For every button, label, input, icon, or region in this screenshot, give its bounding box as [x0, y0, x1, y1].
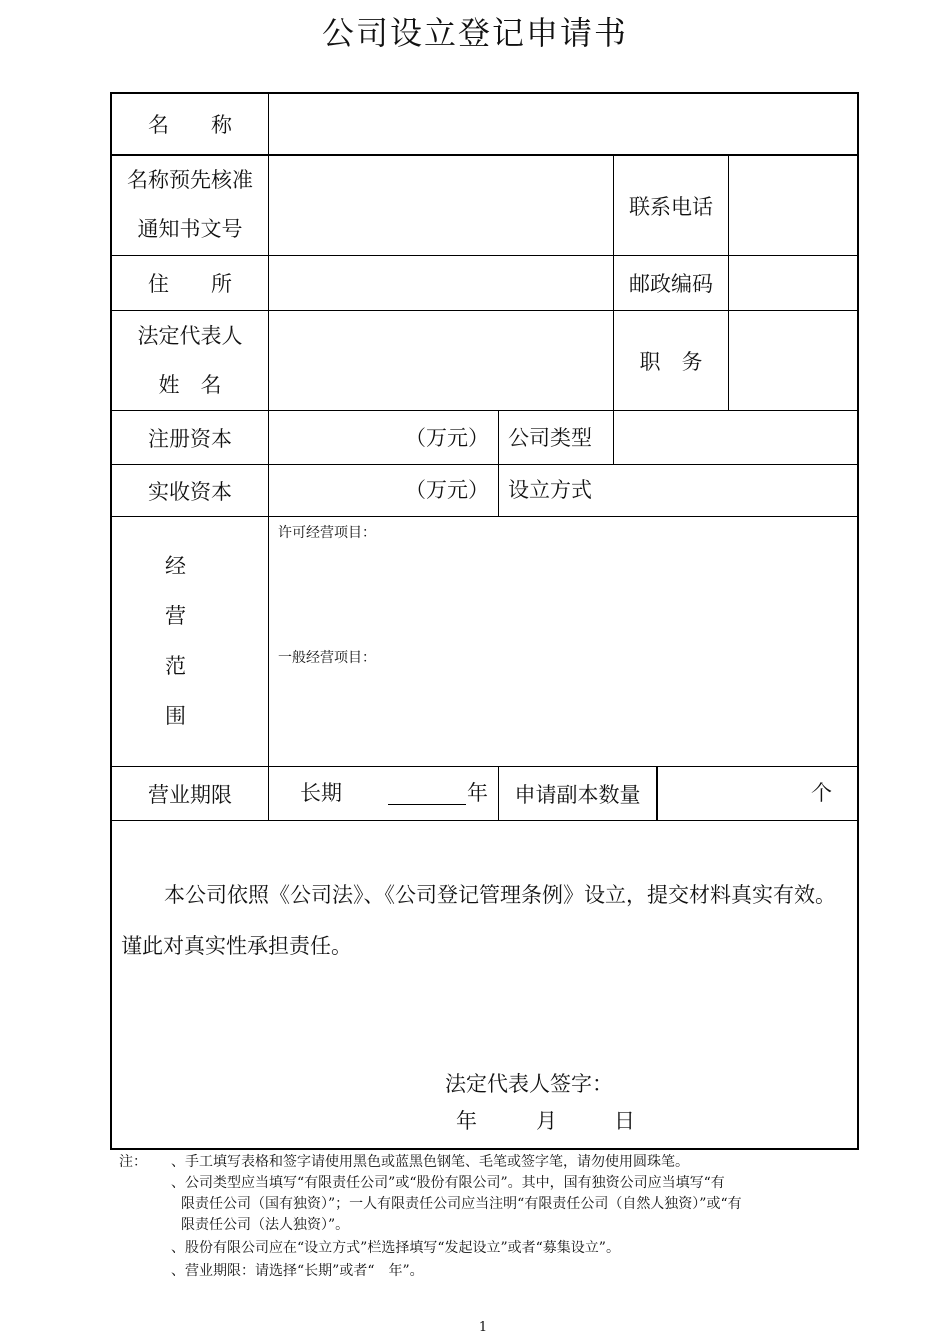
copies-field[interactable] [660, 768, 800, 819]
legal-rep-field[interactable] [270, 312, 612, 409]
establish-method-field[interactable] [615, 466, 856, 515]
row-divider [110, 516, 859, 517]
paid-capital-unit: （万元） [405, 478, 489, 502]
name-label: 名 称 [148, 113, 232, 137]
name-field[interactable] [270, 95, 856, 153]
row-divider [110, 820, 859, 821]
row-divider [110, 310, 859, 311]
date-year: 年 [456, 1109, 477, 1133]
signature-field[interactable] [615, 1062, 845, 1096]
form-border-right [857, 92, 859, 1150]
scope-char: 范 [165, 654, 186, 678]
notes-prefix: 注： [119, 1154, 147, 1170]
note-item: 、手工填写表格和签字请使用黑色或蓝黑色钢笔、毛笔或签字笔，请勿使用圆珠笔。 [171, 1154, 689, 1170]
legal-rep-label-1: 法定代表人 [137, 324, 243, 348]
date-month: 月 [536, 1109, 557, 1133]
position-field[interactable] [730, 312, 856, 409]
note-item: 、公司类型应当填写“有限责任公司”或“股份有限公司”。其中，国有独资公司应当填写“有 [171, 1175, 725, 1191]
page-title: 公司设立登记申请书 [321, 14, 628, 52]
page-number: 1 [478, 1320, 488, 1335]
licensed-items-field[interactable] [278, 542, 848, 638]
registered-capital-label: 注册资本 [148, 426, 232, 451]
form-border-left [110, 92, 112, 1150]
phone-field[interactable] [730, 157, 856, 254]
copies-label: 申请副本数量 [514, 782, 641, 807]
col-divider [268, 92, 269, 821]
postcode-field[interactable] [730, 257, 856, 309]
note-item: 、营业期限：请选择“长期”或者“ 年”。 [171, 1263, 424, 1279]
legal-rep-label-2: 姓 名 [158, 373, 222, 397]
copies-unit: 个 [811, 781, 832, 805]
company-type-field[interactable] [615, 412, 856, 463]
signature-label: 法定代表人签字： [445, 1072, 613, 1096]
scope-char: 营 [165, 604, 186, 628]
declaration-line-2: 谨此对真实性承担责任。 [121, 934, 352, 958]
licensed-items-label: 许可经营项目： [278, 525, 376, 541]
col-divider [656, 766, 658, 821]
term-long[interactable]: 长期 [300, 781, 342, 805]
term-year-unit: 年 [467, 781, 488, 805]
phone-label: 联系电话 [629, 194, 713, 219]
approval-label-1: 名称预先核准 [127, 168, 253, 192]
scope-char: 围 [165, 704, 186, 728]
note-item: 、股份有限公司应在“设立方式”栏选择填写“发起设立”或者“募集设立”。 [171, 1240, 620, 1256]
note-item-continued: 限责任公司（法人独资）”。 [181, 1217, 350, 1233]
paid-capital-label: 实收资本 [148, 479, 232, 504]
general-items-label: 一般经营项目： [278, 650, 376, 666]
address-field[interactable] [270, 257, 612, 309]
approval-number-field[interactable] [270, 157, 612, 254]
postcode-label: 邮政编码 [629, 272, 713, 296]
position-label: 职 务 [639, 349, 703, 374]
establish-method-label: 设立方式 [508, 478, 592, 502]
term-label: 营业期限 [148, 782, 232, 807]
term-years-field[interactable] [388, 780, 466, 805]
approval-label-2: 通知书文号 [137, 217, 243, 241]
address-label: 住 所 [148, 272, 232, 296]
row-divider [110, 154, 859, 156]
date-day: 日 [614, 1109, 635, 1133]
company-type-label: 公司类型 [508, 426, 592, 450]
scope-char: 经 [165, 554, 186, 578]
declaration-line-1: 本公司依照《公司法》、《公司登记管理条例》设立，提交材料真实有效。 [164, 883, 836, 907]
form-border-bottom [110, 1148, 859, 1150]
capital-unit: （万元） [405, 426, 489, 450]
general-items-field[interactable] [278, 668, 848, 762]
note-item-continued: 限责任公司（国有独资）”；一人有限责任公司应当注明“有限责任公司（自然人独资）”或“有 [181, 1196, 742, 1212]
col-divider [728, 155, 729, 411]
col-divider [498, 410, 499, 517]
